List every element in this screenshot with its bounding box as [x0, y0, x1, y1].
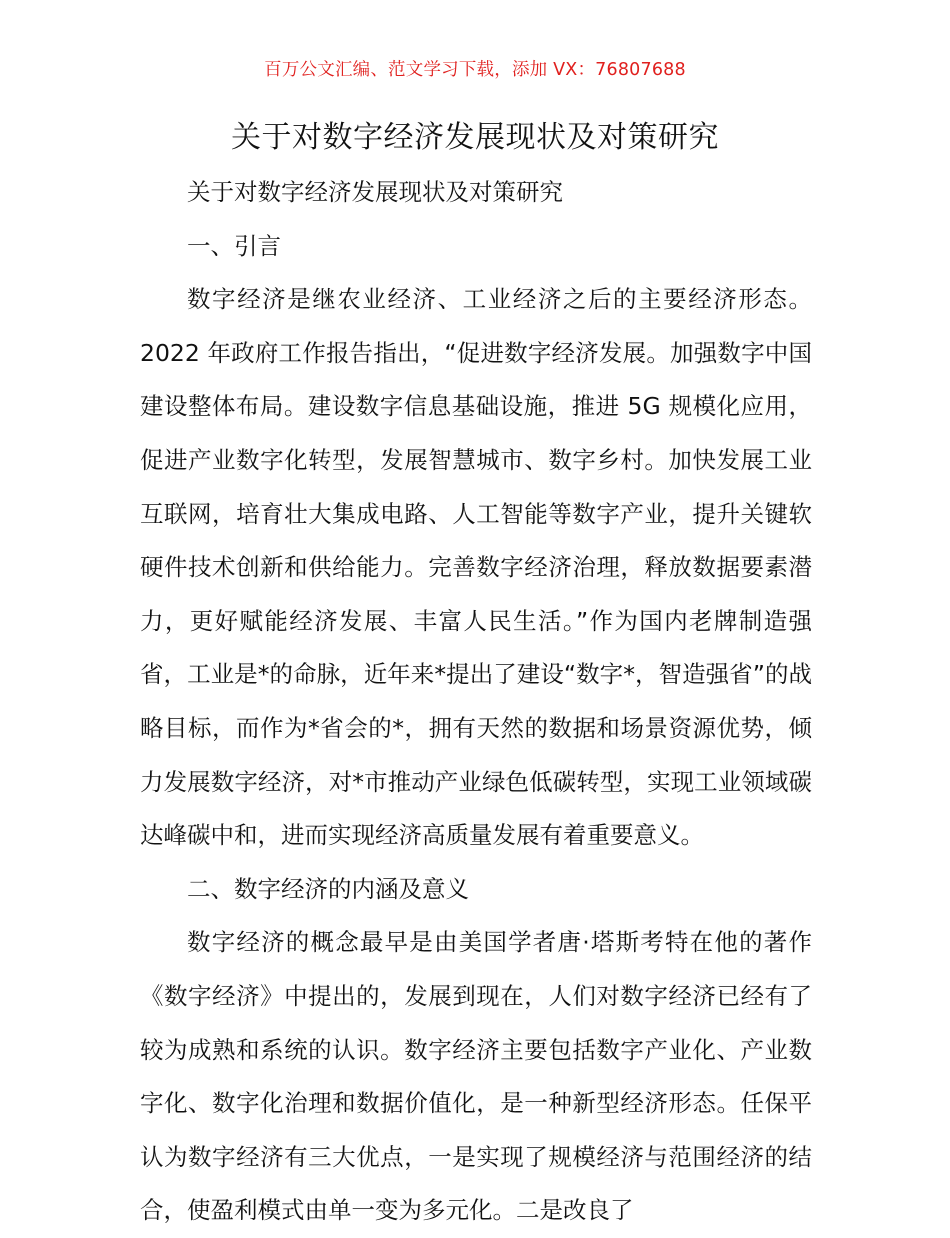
- section-heading-meaning: 二、数字经济的内涵及意义: [187, 874, 469, 903]
- document-body: [140, 166, 812, 1238]
- watermark-banner: 百万公文汇编、范文学习下载，添加 VX：76807688: [264, 60, 686, 80]
- paragraph-meaning: 数字经济的概念最早是由美国学者唐·塔斯考特在他的著作《数字经济》中提出的，发展到现在，人们对数字经济已经有了较为成熟和系统的认识。数字经济主要包括数字产业化、产业数字化、数字化治理和数据价值化，是一种新型经济形态。任保平认为数字经济有三大优点，一是实现了规模经济与范围经济的结合，使盈利模式由单一变为多元化。二是改良了: [140, 928, 812, 1225]
- paragraph-intro: 数字经济是继农业经济、工业经济之后的主要经济形态。2022 年政府工作报告指出，“促进数字经济发展。加强数字中国建设整体布局。建设数字信息基础设施，推进 5G 规模化应用，促进产业数字化转型，发展智慧城市、数字乡村。加快发展工业互联网，培育壮大集成电路、人工智能等数字产业，提升关键软硬件技术创新和供给能力。完善数字经济治理，释放数据要素潜力，更好赋能经济发展、丰富人民生活。”作为国内老牌制造强省，工业是*的命脉，近年来*提出了建设“数字*，智造强省”的战略目标，而作为*省会的*，拥有天然的数据和场景资源优势，倾力发展数字经济，对*市推动产业绿色低碳转型，实现工业领域碳达峰碳中和，进而实现经济高质量发展有着重要意义。: [140, 285, 812, 850]
- document-title: 关于对数字经济发展现状及对策研究: [231, 120, 719, 155]
- document-subtitle: 关于对数字经济发展现状及对策研究: [187, 178, 563, 206]
- section-heading-intro: 一、引言: [187, 231, 281, 260]
